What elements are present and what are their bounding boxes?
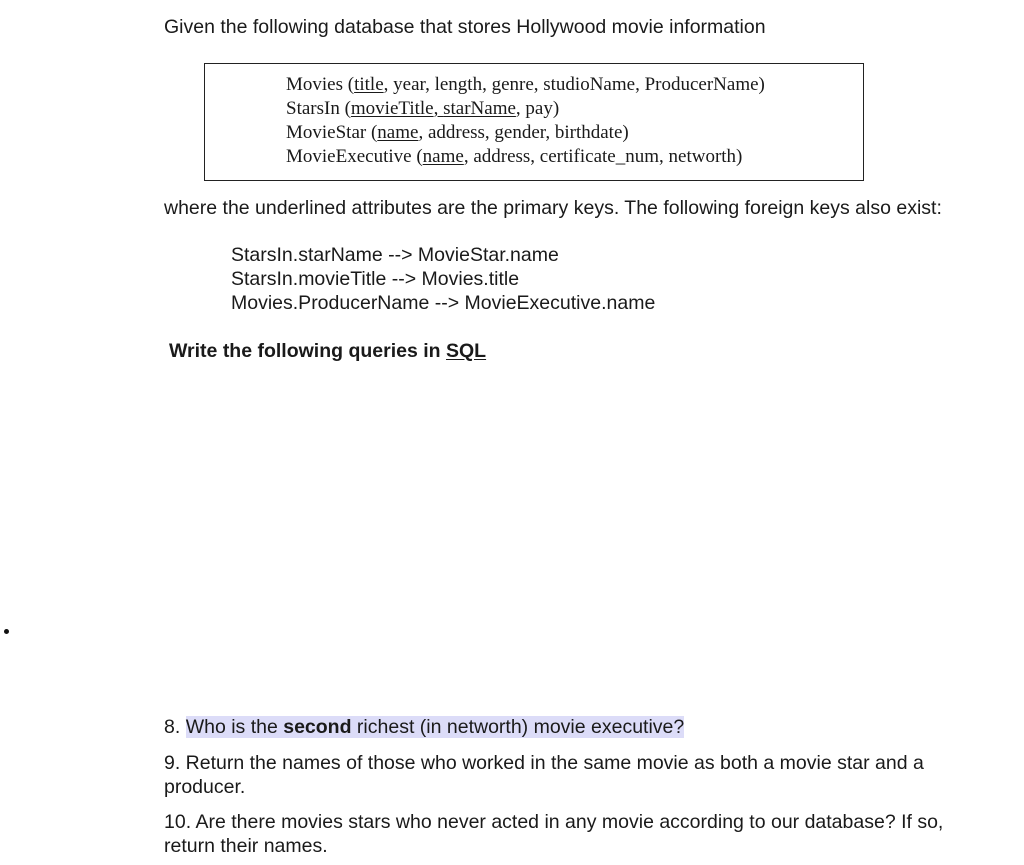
question-8 — [164, 715, 984, 739]
schema-movieexecutive: MovieExecutive (name, address, certificate_num, networth) — [286, 146, 743, 167]
schema-starsin: StarsIn (movieTitle, starName, pay) — [286, 98, 560, 119]
schema-starsin-name: StarsIn — [286, 98, 340, 119]
question-8-number: 8. — [164, 716, 186, 738]
schema-moviestar-name: MovieStar — [286, 122, 367, 143]
foreign-key-2: StarsIn.movieTitle --> Movies.title — [231, 268, 520, 290]
schema-movies-pk: title — [354, 74, 384, 95]
schema-movieexecutive-pk: name — [422, 146, 464, 167]
schema-movieexecutive-rest: , address, certificate_num, networth) — [463, 146, 743, 167]
foreign-key-3: Movies.ProducerName --> MovieExecutive.name — [231, 292, 656, 314]
schema-movieexecutive-name: MovieExecutive — [286, 146, 412, 167]
question-8-bold: second — [283, 716, 352, 738]
foreign-key-1: StarsIn.starName --> MovieStar.name — [231, 244, 559, 266]
schema-movies: Movies (title, year, length, genre, studioName, ProducerName) — [286, 74, 765, 95]
schema-moviestar-rest: , address, gender, birthdate) — [418, 122, 629, 143]
instruction-heading: Write the following queries in SQL — [169, 340, 487, 362]
schema-box — [204, 63, 864, 181]
schema-movies-name: Movies — [286, 74, 343, 95]
intro-text: Given the following database that stores Hollywood movie information — [164, 16, 766, 38]
schema-moviestar-pk: name — [377, 122, 419, 143]
schema-movies-rest: , year, length, genre, studioName, ProducerName) — [383, 74, 765, 95]
foreign-key-list — [231, 243, 655, 315]
question-8-highlight: Who is the second richest (in networth) movie executive? — [185, 716, 685, 738]
where-text: where the underlined attributes are the primary keys. The following foreign keys also exist: — [164, 197, 942, 219]
question-10: 10. Are there movies stars who never acted in any movie according to our database? If so, return their names. — [164, 811, 944, 857]
question-9: 9. Return the names of those who worked in the same movie as both a movie star and a producer. — [164, 752, 924, 798]
schema-starsin-rest: , pay) — [515, 98, 560, 119]
schema-moviestar: MovieStar (name, address, gender, birthdate) — [286, 122, 629, 143]
schema-lines — [286, 73, 765, 169]
bullet-dot — [4, 629, 9, 634]
sql-word: SQL — [446, 340, 487, 362]
schema-starsin-pk1: movieTitle, starName — [350, 98, 516, 119]
